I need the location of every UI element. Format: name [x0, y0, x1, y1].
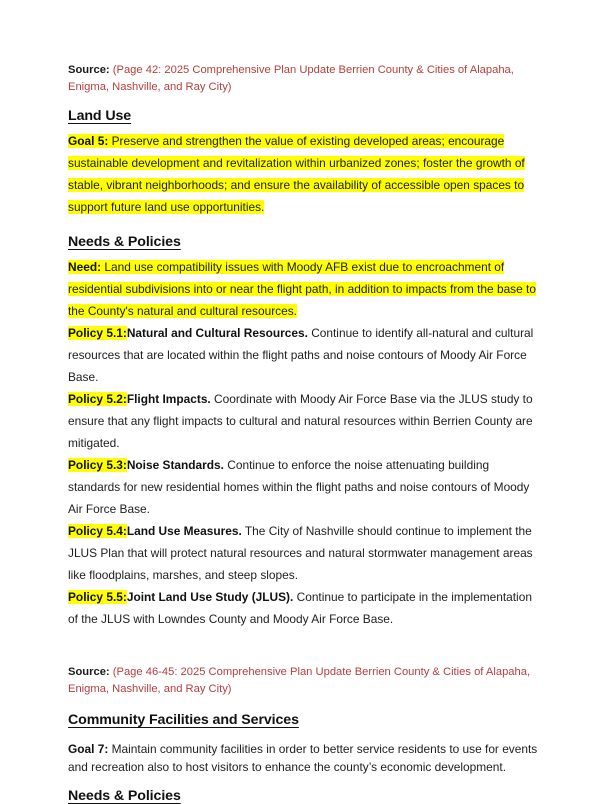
policy-title: Land Use Measures. [126, 524, 242, 538]
source-label: Source: [68, 64, 110, 76]
goal-7-paragraph [68, 740, 540, 776]
policy-item [68, 520, 540, 586]
policy-number: Policy 5.5: [68, 590, 127, 604]
section-heading-needs-policies-land-use: Needs & Policies [68, 234, 181, 250]
need-paragraph [68, 256, 540, 322]
source-citation-text: (Page 46-45: 2025 Comprehensive Plan Update Berrien County & Cities of Alapaha, Enigma, Nashville, and Ray City) [68, 666, 531, 695]
policy-number: Policy 5.2: [68, 392, 127, 406]
policy-number: Policy 5.1: [68, 326, 127, 340]
policy-title: Joint Land Use Study (JLUS). [126, 590, 294, 604]
policy-item [68, 586, 540, 630]
policy-text: The City of Nashville should continue to implement the JLUS Plan that will protect natural resources and natural stormwater management areas like floodplains, marshes, and steep slopes. [68, 524, 533, 582]
source-citation-text: (Page 42: 2025 Comprehensive Plan Update Berrien County & Cities of Alapaha, Enigma, Nashville, and Ray City) [68, 64, 514, 93]
section-heading-needs-policies-community: Needs & Policies [68, 788, 181, 804]
source-label: Source: [68, 666, 110, 678]
need-label: Need: [68, 260, 102, 274]
policy-title: Natural and Cultural Resources. [126, 326, 308, 340]
policy-item [68, 388, 540, 454]
policy-item [68, 322, 540, 388]
goal-7-text: Maintain community facilities in order to better service residents to use for events and recreation also to host visitors to enhance the county’s economic development. [68, 742, 538, 774]
policy-text: Continue to enforce the noise attenuating building standards for new residential homes within the flight paths and noise contours of Moody Air Force Base. [68, 458, 530, 516]
source-citation-2 [68, 664, 540, 698]
goal-5-text: Preserve and strengthen the value of existing developed areas; encourage sustainable development and revitalization within urbanized zones; foster the growth of stable, vibrant neighborhoods; and ensure the availability of accessible open spaces to support future land use opportunities. [68, 134, 525, 214]
need-text: Land use compatibility issues with Moody AFB exist due to encroachment of residential subdivisions into or near the flight path, in addition to impacts from the base to the County's natural and cultural resources. [68, 260, 536, 318]
policy-number: Policy 5.4: [68, 524, 127, 538]
goal-5-label: Goal 5: [68, 134, 109, 148]
goal-5-paragraph [68, 130, 540, 218]
policy-number: Policy 5.3: [68, 458, 127, 472]
policy-text: Continue to participate in the implementation of the JLUS with Lowndes County and Moody Air Force Base. [68, 590, 532, 626]
section-heading-community-facilities: Community Facilities and Services [68, 712, 299, 728]
policy-title: Noise Standards. [126, 458, 224, 472]
policy-item [68, 454, 540, 520]
source-citation-1 [68, 62, 540, 96]
policy-text: Continue to identify all-natural and cultural resources that are located within the flight paths and noise contours of Moody Air Force Base. [68, 326, 534, 384]
policy-title: Flight Impacts. [126, 392, 211, 406]
policy-text: Coordinate with Moody Air Force Base via the JLUS study to ensure that any flight impacts to cultural and natural resources within Berrien County are mitigated. [68, 392, 533, 450]
goal-7-label: Goal 7: [68, 742, 109, 756]
section-heading-land-use: Land Use [68, 108, 132, 124]
